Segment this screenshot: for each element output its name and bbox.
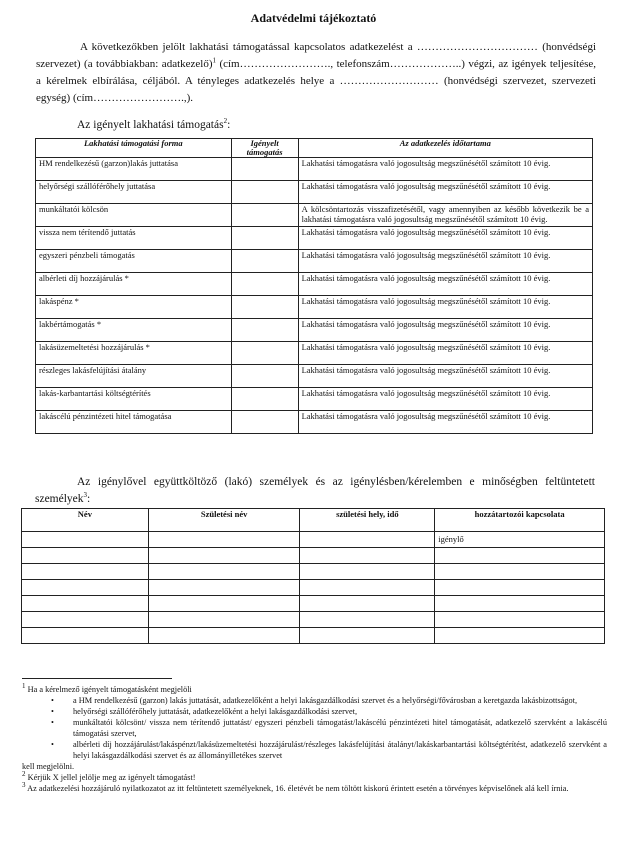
retention-duration: Lakhatási támogatásra való jogosultság megszűnésétől számított 10 évig. (298, 181, 592, 204)
persons-row (22, 564, 605, 580)
persons-table (21, 508, 605, 644)
col-header-form: Lakhatási támogatási forma (36, 139, 232, 158)
support-form-label: részleges lakásfelújítási átalány (36, 365, 232, 388)
birth-place-date-field[interactable] (300, 580, 435, 596)
footnote-ref-1: 1 (212, 56, 216, 65)
requested-support-field[interactable] (231, 204, 298, 227)
requested-support-field[interactable] (231, 158, 298, 181)
requested-support-field[interactable] (231, 342, 298, 365)
support-row (36, 204, 593, 227)
name-field[interactable] (22, 612, 149, 628)
support-form-label: munkáltatói kölcsön (36, 204, 232, 227)
name-field[interactable] (22, 532, 149, 548)
col-header-requested: Igényelt támogatás (231, 139, 298, 158)
persons-section-title: Az igénylővel együttköltöző (lakó) személyek és az igénylésben/kérelemben e minőségben feltüntetett személyek$^3$: (35, 476, 595, 505)
support-form-label: helyőrségi szállóférőhely juttatása (36, 181, 232, 204)
requested-support-field[interactable] (231, 227, 298, 250)
birth-place-date-field[interactable] (300, 628, 435, 644)
intro-text-1: A következőkben jelölt lakhatási támogatással kapcsolatos adatkezelést a …………………………… (honvédségi szervezet) (a továbbiakban: adatkezelő) (36, 41, 596, 70)
relation-field[interactable] (435, 612, 605, 628)
persons-row (22, 628, 605, 644)
retention-duration: Lakhatási támogatásra való jogosultság megszűnésétől számított 10 évig. (298, 342, 592, 365)
retention-duration: Lakhatási támogatásra való jogosultság megszűnésétől számított 10 évig. (298, 388, 592, 411)
footnote-divider (22, 678, 172, 679)
support-row (36, 181, 593, 204)
birth-name-field[interactable] (148, 532, 300, 548)
support-row (36, 319, 593, 342)
retention-duration: Lakhatási támogatásra való jogosultság megszűnésétől számított 10 évig. (298, 411, 592, 434)
name-field[interactable] (22, 564, 149, 580)
requested-support-field[interactable] (231, 411, 298, 434)
name-field[interactable] (22, 596, 149, 612)
requested-support-field[interactable] (231, 250, 298, 273)
support-table-header (36, 139, 593, 158)
requested-support-field[interactable] (231, 319, 298, 342)
footnote-3: $^3$ Az adatkezelési hozzájáruló nyilatkozatot az itt feltüntetett személyeknek, 16. életévét be nem töltött kiskorú érintett esetén a törvényes képviselőnek alá kell írnia. (22, 781, 569, 793)
birth-name-field[interactable] (148, 580, 300, 596)
footnote-1-end: kell megjelölni. (22, 762, 75, 771)
persons-row (22, 548, 605, 564)
persons-row (22, 580, 605, 596)
footnote-1-item: • helyőrségi szállóférőhely juttatását, adatkezelőként a helyi lakásgazdálkodási szervet, (73, 706, 607, 717)
footnote-ref-2: 2 (223, 117, 228, 126)
birth-place-date-field[interactable] (300, 612, 435, 628)
support-row (36, 296, 593, 319)
name-field[interactable] (22, 548, 149, 564)
support-form-label: egyszeri pénzbeli támogatás (36, 250, 232, 273)
col-header-birth-name: Születési név (148, 509, 300, 532)
support-row (36, 273, 593, 296)
support-form-label: lakáscélú pénzintézeti hitel támogatása (36, 411, 232, 434)
birth-place-date-field[interactable] (300, 564, 435, 580)
footnote-1-item: • munkáltatói kölcsönt/ vissza nem térítendő juttatást/ egyszeri pénzbeli támogatást/lakáscélú pénzintézeti hitel támogatását, adatkezelő szervként a lakáscélú támogatási szervet, (73, 717, 607, 739)
requested-support-field[interactable] (231, 296, 298, 319)
support-row (36, 227, 593, 250)
footnote-1: $^1$ Ha a kérelmező igényelt támogatásként megjelöli (22, 682, 192, 694)
footnote-1-item: • a HM rendelkezésű (garzon) lakás juttatását, adatkezelőként a helyi lakásgazdálkodási szervet és a helyőrségi/fővárosban a keretgazda lakásbizottságot, (73, 695, 607, 706)
support-row (36, 158, 593, 181)
birth-name-field[interactable] (148, 596, 300, 612)
birth-name-field[interactable] (148, 564, 300, 580)
retention-duration: Lakhatási támogatásra való jogosultság megszűnésétől számított 10 évig. (298, 365, 592, 388)
col-header-name: Név (22, 509, 149, 532)
persons-row (22, 612, 605, 628)
support-form-label: vissza nem térítendő juttatás (36, 227, 232, 250)
retention-duration: Lakhatási támogatásra való jogosultság megszűnésétől számított 10 évig. (298, 273, 592, 296)
footnotes (22, 684, 607, 794)
requested-support-field[interactable] (231, 365, 298, 388)
intro-text-2: (cím……………………., telefonszám………………..) végzi, az igények teljesítése, a kérelmek elbírálása, céljából. A tényleges adatkezelés helye a ……………………… (honvédségi szervezet, szervezeti egység) (cím…………………….,). (36, 58, 596, 104)
retention-duration: Lakhatási támogatásra való jogosultság megszűnésétől számított 10 évig. (298, 158, 592, 181)
relation-field[interactable] (435, 548, 605, 564)
support-row (36, 411, 593, 434)
col-header-duration: Az adatkezelés időtartama (298, 139, 592, 158)
support-form-label: lakás-karbantartási költségtérítés (36, 388, 232, 411)
name-field[interactable] (22, 580, 149, 596)
col-header-relation: hozzátartozói kapcsolata (435, 509, 605, 532)
support-row (36, 388, 593, 411)
persons-table-header (22, 509, 605, 532)
retention-duration: Lakhatási támogatásra való jogosultság megszűnésétől számított 10 évig. (298, 319, 592, 342)
requested-support-field[interactable] (231, 273, 298, 296)
support-form-label: lakbértámogatás * (36, 319, 232, 342)
intro-paragraph (36, 39, 596, 107)
birth-name-field[interactable] (148, 612, 300, 628)
birth-name-field[interactable] (148, 628, 300, 644)
footnote-2: $^2$ Kérjük X jellel jelölje meg az igényelt támogatást! (22, 770, 196, 782)
retention-duration: A kölcsöntartozás visszafizetésétől, vagy amennyiben az később következik be a lakhatási támogatásra való jogosultság megszűnésétől számított 10 évig. (298, 204, 592, 227)
support-section-title: Az igényelt lakhatási támogatás$^2$: (77, 117, 231, 131)
relation-field[interactable] (435, 628, 605, 644)
retention-duration: Lakhatási támogatásra való jogosultság megszűnésétől számított 10 évig. (298, 250, 592, 273)
support-form-label: lakásüzemeltetési hozzájárulás * (36, 342, 232, 365)
relation-field[interactable] (435, 580, 605, 596)
support-table (35, 138, 593, 434)
footnote-1-item: • albérleti díj hozzájárulást/lakáspénzt/lakásüzemeltetési hozzájárulást/részleges lakásfelújítási átalányt/lakáskarbantartási költségtérítést, adatkezelő szervként a helyi lakásgazdálkodási szervet és az állományilletékes szervet (73, 739, 607, 761)
birth-place-date-field[interactable] (300, 548, 435, 564)
relation-field[interactable]: igénylő (435, 532, 605, 548)
persons-row (22, 596, 605, 612)
requested-support-field[interactable] (231, 388, 298, 411)
persons-row (22, 532, 605, 548)
support-form-label: HM rendelkezésű (garzon)lakás juttatása (36, 158, 232, 181)
support-row (36, 250, 593, 273)
support-row (36, 365, 593, 388)
retention-duration: Lakhatási támogatásra való jogosultság megszűnésétől számított 10 évig. (298, 227, 592, 250)
name-field[interactable] (22, 628, 149, 644)
birth-place-date-field[interactable] (300, 596, 435, 612)
relation-field[interactable] (435, 564, 605, 580)
retention-duration: Lakhatási támogatásra való jogosultság megszűnésétől számított 10 évig. (298, 296, 592, 319)
support-row (36, 342, 593, 365)
col-header-birth-place-date: születési hely, idő (300, 509, 435, 532)
birth-place-date-field[interactable] (300, 532, 435, 548)
footnote-ref-3: 3 (83, 491, 88, 500)
relation-field[interactable] (435, 596, 605, 612)
document-title: Adatvédelmi tájékoztató (250, 11, 377, 25)
requested-support-field[interactable] (231, 181, 298, 204)
support-form-label: albérleti díj hozzájárulás * (36, 273, 232, 296)
support-form-label: lakáspénz * (36, 296, 232, 319)
birth-name-field[interactable] (148, 548, 300, 564)
footnote-1-list (22, 695, 607, 761)
